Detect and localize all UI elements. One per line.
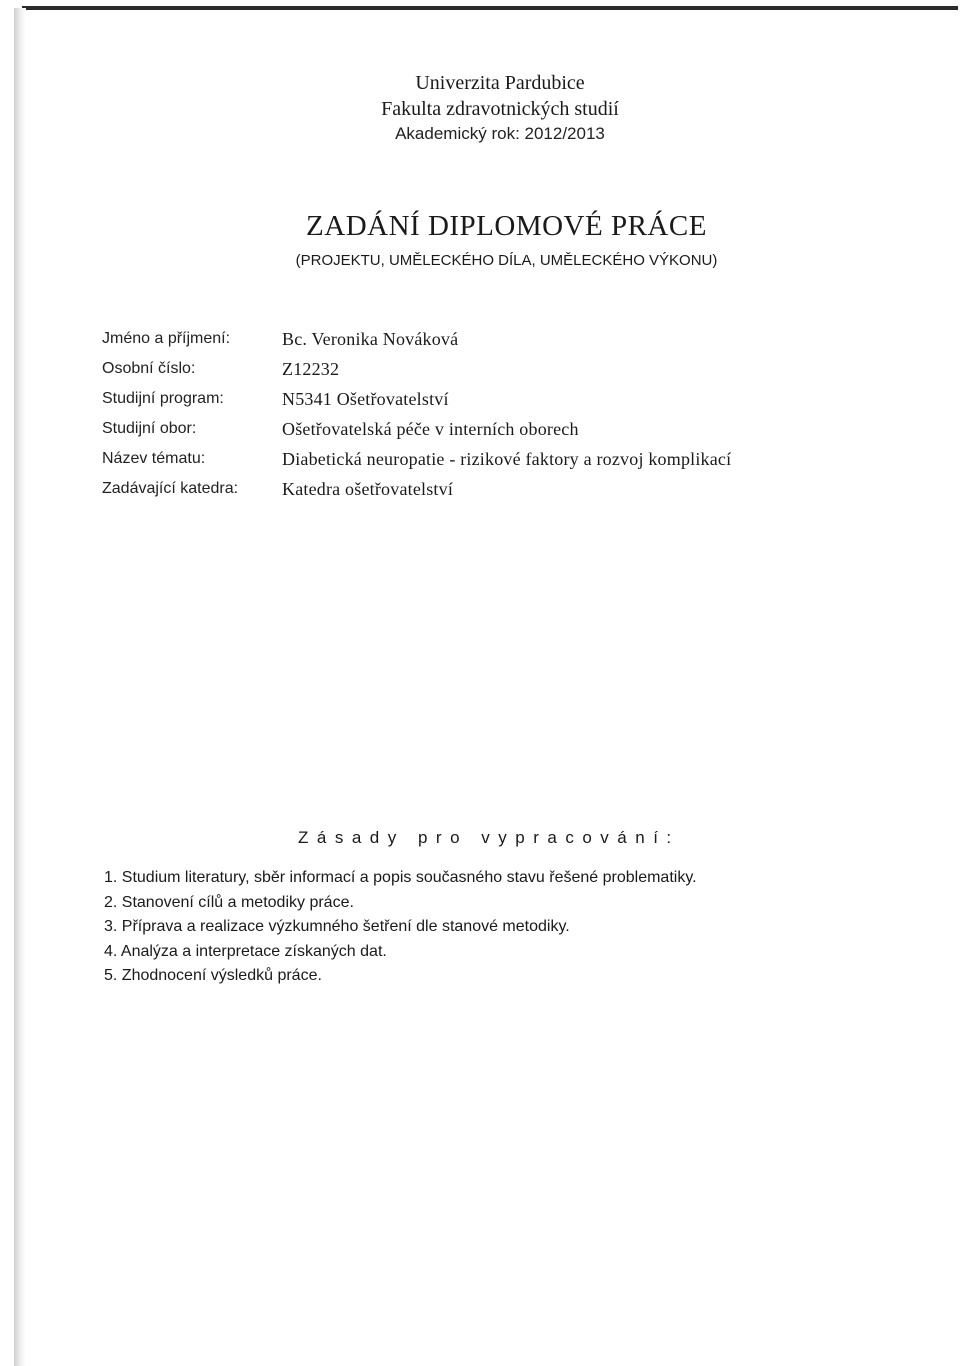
list-item: 1. Studium literatury, sběr informací a popis současného stavu řešené problematiky. — [104, 869, 697, 886]
info-value: Bc. Veronika Nováková — [282, 328, 459, 349]
info-value: Katedra ošetřovatelství — [282, 478, 454, 499]
principles-list — [104, 866, 924, 989]
info-value: Z12232 — [282, 358, 340, 379]
university-name: Univerzita Pardubice — [415, 72, 585, 94]
document-header — [0, 70, 960, 146]
list-item: 3. Příprava a realizace výzkumného šetření dle stanové metodiky. — [104, 918, 570, 935]
info-value: Ošetřovatelská péče v interních oborech — [282, 418, 579, 439]
info-label: Osobní číslo: — [102, 360, 196, 377]
list-item: 2. Stanovení cílů a metodiky práce. — [104, 893, 354, 911]
info-value: Diabetická neuropatie - rizikové faktory a rozvoj komplikací — [282, 448, 732, 469]
info-label: Zadávající katedra: — [102, 480, 239, 497]
academic-year: Akademický rok: 2012/2013 — [395, 124, 605, 143]
info-value: N5341 Ošetřovatelství — [282, 388, 449, 409]
info-row-personal-number — [102, 354, 902, 384]
list-item: 4. Analýza a interpretace získaných dat. — [104, 942, 387, 960]
info-label: Název tématu: — [102, 450, 206, 467]
info-label: Studijní program: — [102, 390, 224, 407]
info-label: Jméno a příjmení: — [102, 330, 231, 347]
principles-heading: Zásady pro vypracování: — [298, 828, 680, 847]
info-row-study-field — [102, 414, 902, 444]
document-subtitle: (PROJEKTU, UMĚLECKÉHO DÍLA, UMĚLECKÉHO VÝKONU) — [295, 252, 718, 269]
info-row-department — [102, 474, 902, 504]
info-row-name — [102, 324, 902, 354]
scan-edge-top — [22, 6, 958, 10]
student-info-table — [102, 324, 902, 504]
info-row-study-program — [102, 384, 902, 414]
document-title: ZADÁNÍ DIPLOMOVÉ PRÁCE — [306, 210, 707, 242]
faculty-name: Fakulta zdravotnických studií — [381, 98, 619, 120]
info-row-topic — [102, 444, 902, 474]
info-label: Studijní obor: — [102, 420, 197, 437]
list-item: 5. Zhodnocení výsledků práce. — [104, 967, 322, 984]
